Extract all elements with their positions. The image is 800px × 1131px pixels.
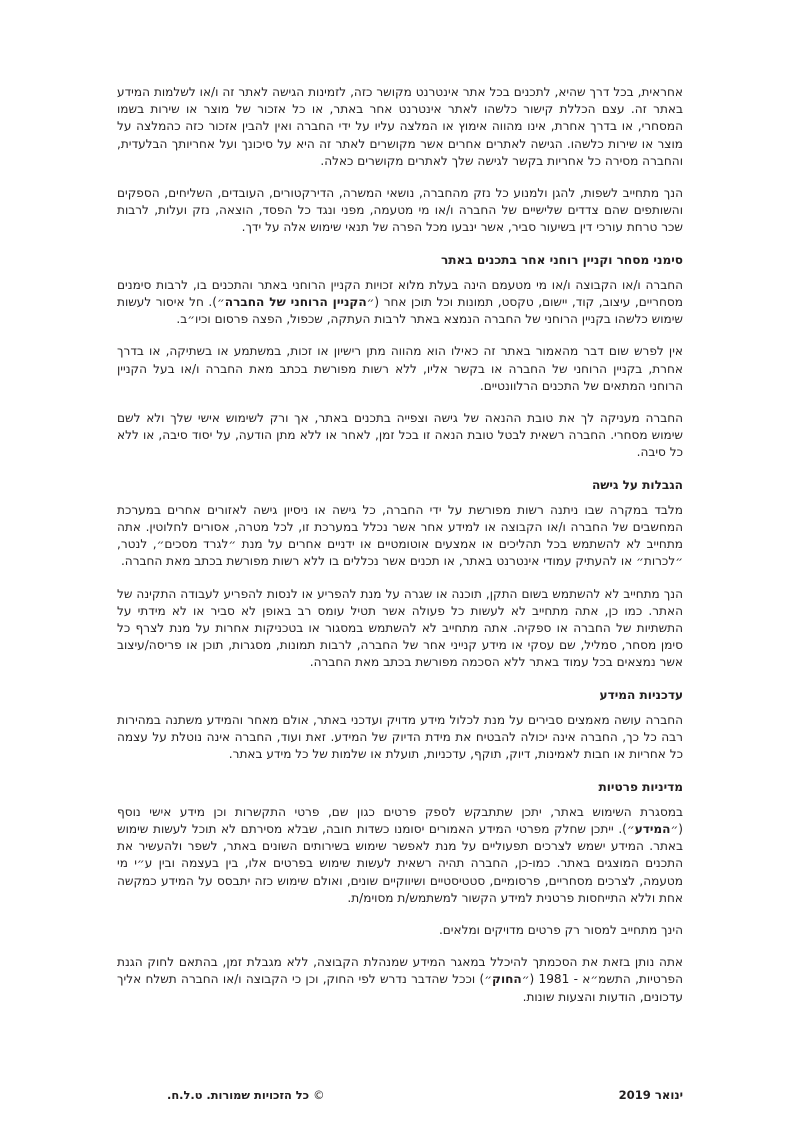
heading-privacy-policy: מדיניות פרטיות [598, 779, 683, 794]
paragraph-access-restrictions-body-segment-0: מלבד במקרה שבו ניתנה רשות מפורשת על ידי החברה, כל גישה או ניסיון גישה לאזורים אחרים במערכת המחשבים של החברה ו/או הקבוצה או למידע אחר אשר נכלל במערכת זו, לכל מטרה, אסורים לחלוטין. אתה מתחייב לא להשתמש בכל תהליכים או אמצעים אוטומטיים או ידניים אחרים על מנת ״לגרד מסכים״, לנטר, ״לכרות״ או להעתיק עמודי אינטרנט באתר, או תכנים אשר נכללים בו ללא רשות מפורשת בכתב מאת החברה. [117, 502, 683, 569]
footer-inner [117, 1085, 683, 1105]
paragraph-privacy-body-segment-1: המידע [634, 821, 671, 836]
heading-information-accuracy: עדכניות המידע [599, 687, 683, 702]
heading-access-restrictions: הגבלות על גישה [591, 477, 683, 492]
footer-copyright [167, 1085, 325, 1105]
footer-copyright-text: כל הזכויות שמורות. ט.ל.ח. [167, 1088, 310, 1102]
paragraph-no-interference: הנך מתחייב לא להשתמש בשום התקן, תוכנה או שגרה על מנת להפריע או לנסות להפריע לעבודה התקינה של האתר. כמו כן, אתה מתחייב לא לעשות כל פעולה אשר תטיל עומס רב באופן לא סביר או לא מידתי על התשתיות של החברה או ספקיה. אתה מתחייב לא להשתמש במסגור או בטכניקות אחרות על מנת לצרף כל סימן מסחר, סמליל, שם עסקי או מידע קנייני אחר של החברה, לרבות תמונות, מסגרות, תוכן או פריסה/עיצוב אשר נמצאים בכל עמוד באתר ללא הסכמה מפורשת בכתב מאת החברה. [117, 586, 683, 670]
footer-date: ינואר 2019 [618, 1088, 683, 1102]
paragraph-indemnification: הנך מתחייב לשפות, להגן ולמנוע כל נזק מהחברה, נושאי המשרה, הדירקטורים, העובדים, השליחים, הספקים והשותפים שהם צדדים שלישיים של החברה ו/או מי מטעמה, מפני ונגד כל הפסד, הוצאה, נזק ועלות, לרבות שכר טרחת עורכי דין בשיעור סביר, אשר ינבעו מכל הפרה של תנאי שימוש אלה על ידך. [117, 186, 683, 235]
document-content [117, 84, 683, 1006]
paragraph-consent-database-segment-2: ״) וככל שהדבר נדרש לפי החוק, וכן כי הקבוצה ו/או החברה תשלח אליך עדכונים, הודעות והצעות שונות. [117, 972, 683, 1004]
paragraph-accurate-details: הינך מתחייב למסור רק פרטים מדויקים ומלאים. [438, 922, 683, 937]
paragraph-ip-ownership-segment-2: ״). חל איסור לעשות שימוש כלשהו בקניין הרוחני של החברה הנמצא באתר לרבות העתקה, שכפול, הפצה פרסום וכיו״ב. [117, 295, 683, 327]
paragraph-privacy-body-segment-2: ״). ייתכן שחלק מפרטי המידע האמורים יסומנו כשדות חובה, שבלא מסירתם לא תוכל לעשות שימוש באתר. המידע ישמש לצרכים תפעוליים על מנת לאפשר שימוש בשירותים השונים באתר, לשפר ולהעשיר את התכנים המוצגים באתר. כמו-כן, החברה תהיה רשאית לעשות שימוש בפרטים אלו, בין בעצמה ובין ע״י מי מטעמה, לצרכים מסחריים, פרסומיים, סטטיסטיים ושיווקיים שונים, ואולם שימוש כזה יתבסס על המידע כמקשה אחת וללא התייחסות פרטנית למידע הקשור למשתמש/ת מסוימ/ת. [117, 821, 683, 905]
copyright-icon: © [313, 1088, 325, 1102]
paragraph-personal-use-benefit: החברה מעניקה לך את טובת ההנאה של גישה וצפייה בתכנים באתר, אך ורק לשימוש אישי שלך ולא לשם שימוש מסחרי. החברה רשאית לבטל טובת הנאה זו בכל זמן, לאחר או ללא מתן הודעה, על יסוד סיבה, או ללא כל סיבה. [117, 411, 683, 460]
paragraph-consent-database [117, 954, 683, 1006]
paragraph-consent-database-segment-0: אתה נותן בזאת את הסכמתך להיכלל במאגר המידע שמנהלת הקבוצה, ללא מגבלת זמן, בהתאם לחוק הגנת הפרטיות, התשמ״א - 1981 (״ [117, 955, 684, 987]
paragraph-ip-ownership-segment-1: הקניין הרוחני של החברה [224, 295, 367, 310]
paragraph-privacy-body-segment-0: במסגרת השימוש באתר, יתכן שתתבקש לספק פרטים כגון שם, פרטי התקשרות וכן מידע אישי נוסף (״ [117, 804, 683, 836]
paragraph-ip-ownership [117, 277, 683, 329]
paragraph-access-restrictions-body [117, 502, 683, 571]
paragraph-ip-ownership-segment-0: החברה ו/או הקבוצה ו/או מי מטעמם הינה בעלת מלוא זכויות הקניין הרוחני באתר והתכנים בו, לרבות סימנים מסחריים, עיצוב, קוד, יישום, טקסט, תמונות וכל תוכן אחר (״ [117, 277, 683, 310]
paragraph-no-license: אין לפרש שום דבר מהאמור באתר זה כאילו הוא מהווה מתן רישיון או זכות, במשתמע או בשתיקה, או בדרך אחרת, בקניין הרוחני של החברה או בקשר אליו, ללא רשות מפורשת בכתב מאת החברה ו/או בעל הקניין הרוחני המתאים של התכנים הרלוונטיים. [117, 344, 683, 393]
paragraph-liability-links: אחראית, בכל דרך שהיא, לתכנים בכל אתר אינטרנט מקושר כזה, לזמינות הגישה לאתר זה ו/או לשלמות המידע באתר זה. עצם הכללת קישור כלשהו לאתר אינטרנט אחר באתר, או כל אזכור של מוצר או שירות בשמו המסחרי, או בדרך אחרת, אינו מהווה אימוץ או המלצה עליו על ידי החברה ואין להבין אזכור כזה כהמלצה על מוצר או שירות כלשהו. הגישה לאתרים אחרים אשר מקושרים לאתר זה היא על סיכונך ועל אחריותך הבלעדית, והחברה מסירה כל אחריות בקשר לגישה שלך לאתרים מקושרים כאלה. [117, 85, 683, 168]
paragraph-privacy-body [117, 804, 683, 907]
paragraph-consent-database-segment-1: החוק [492, 972, 522, 987]
paragraph-information-accuracy-body: החברה עושה מאמצים סבירים על מנת לכלול מידע מדויק ועדכני באתר, אולם מאחר והמידע משתנה במהירות רבה כל כך, החברה אינה יכולה להבטיח את מידת הדיוק של המידע. זאת ועוד, החברה אינה נוטלת על עצמה כל אחריות או חבות לאמינות, דיוק, תוקף, עדכניות, תועלת או שלמות של כל מידע באתר. [117, 712, 683, 762]
heading-trademarks: סימני מסחר וקניין רוחני אחר בתכנים באתר [440, 252, 683, 267]
page-footer [117, 1085, 683, 1105]
